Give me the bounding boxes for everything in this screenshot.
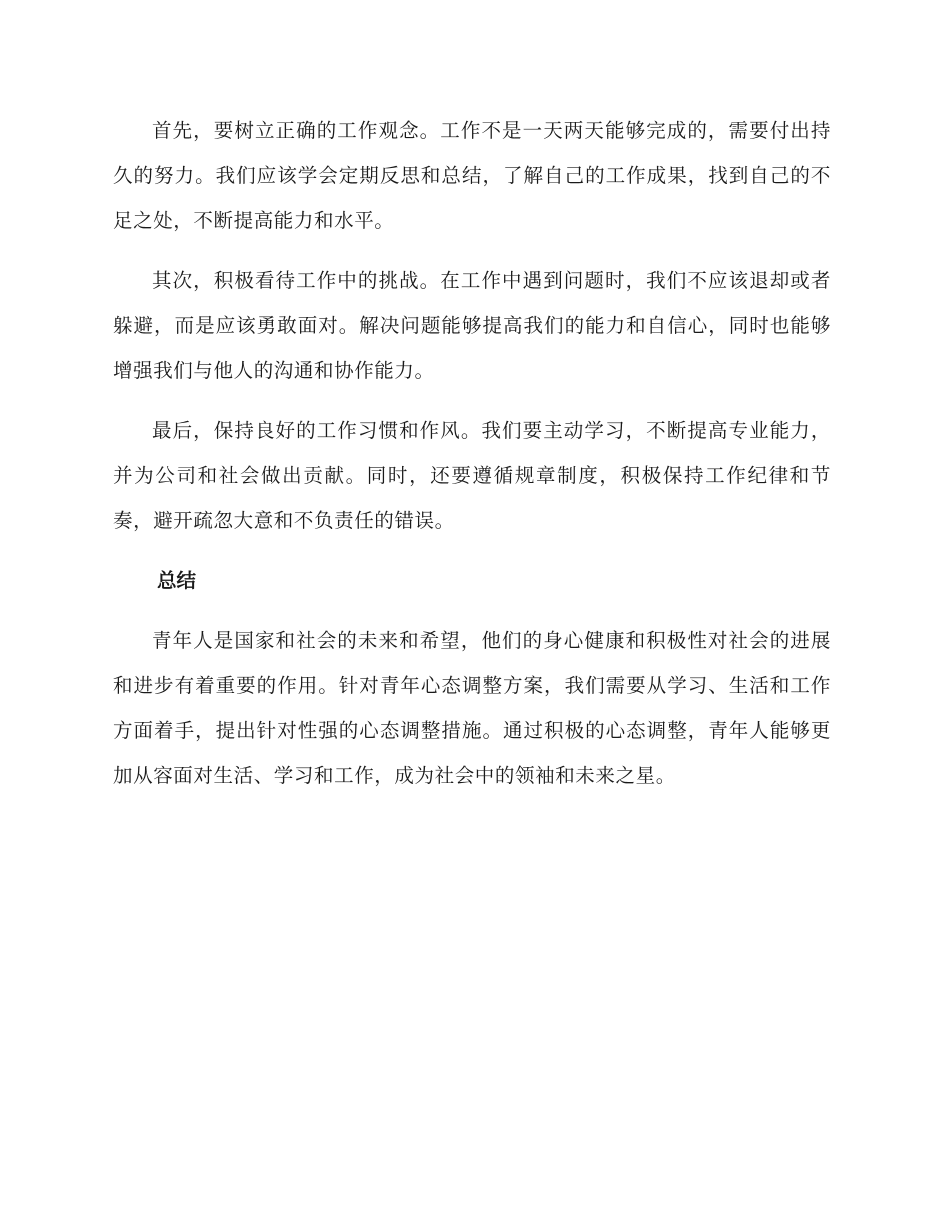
paragraph-work-attitude: 首先，要树立正确的工作观念。工作不是一天两天能够完成的，需要付出持久的努力。我们应该学会定期反思和总结，了解自己的工作成果，找到自己的不足之处，不断提高能力和水平。 (113, 119, 831, 232)
paragraph-work-habits: 最后，保持良好的工作习惯和作风。我们要主动学习，不断提高专业能力，并为公司和社会做出贡献。同时，还要遵循规章制度，积极保持工作纪律和节奏，避开疏忽大意和不负责任的错误。 (113, 419, 831, 532)
document-body (113, 108, 831, 813)
paragraph-work-challenges: 其次，积极看待工作中的挑战。在工作中遇到问题时，我们不应该退却或者躲避，而是应该勇敢面对。解决问题能够提高我们的能力和自信心，同时也能够增强我们与他人的沟通和协作能力。 (113, 269, 831, 382)
paragraph-summary: 青年人是国家和社会的未来和希望，他们的身心健康和积极性对社会的进展和进步有着重要的作用。针对青年心态调整方案，我们需要从学习、生活和工作方面着手，提出针对性强的心态调整措施。通过积极的心态调整，青年人能够更加从容面对生活、学习和工作，成为社会中的领袖和未来之星。 (113, 629, 831, 787)
summary-heading: 总结 (157, 569, 197, 592)
